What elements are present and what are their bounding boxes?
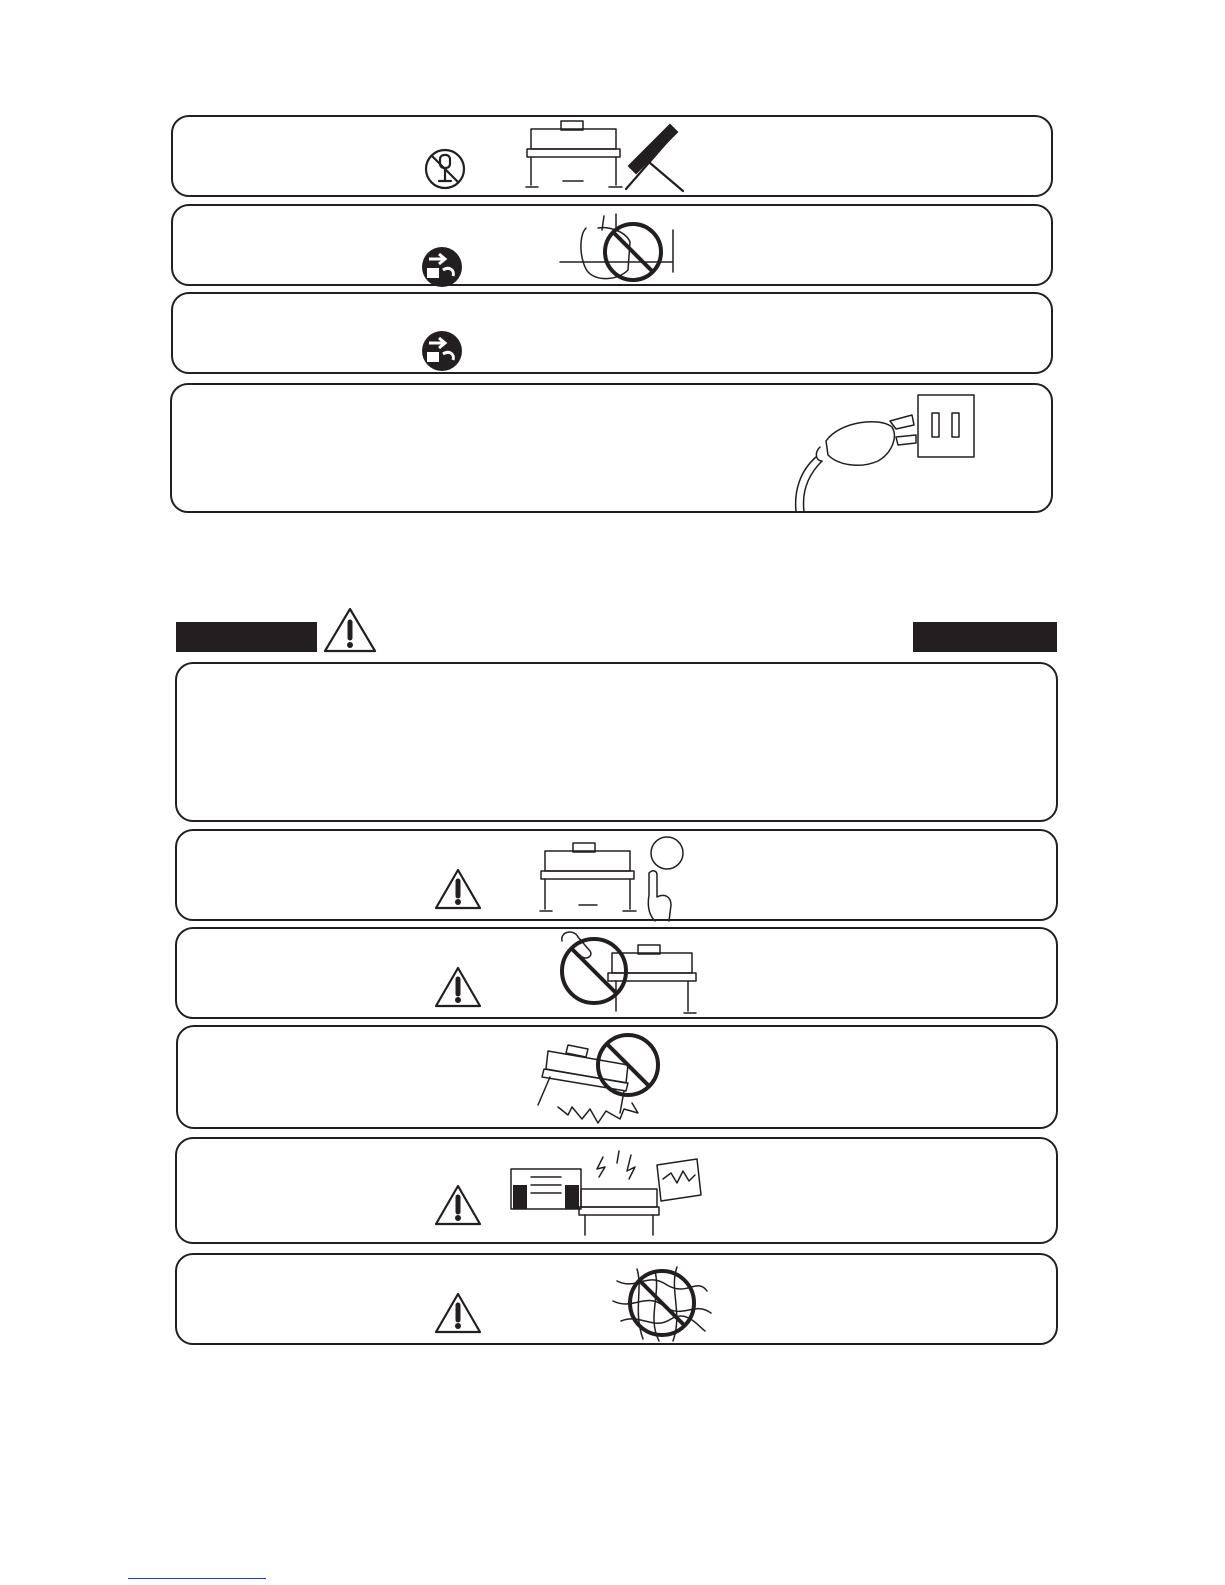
panel-no-tangled-cords	[175, 1253, 1058, 1345]
power-plug-outlet-illustration	[780, 391, 980, 513]
panel-unplug-wet-hands	[171, 204, 1053, 286]
unplug-icon	[419, 246, 465, 288]
panel-no-tipping	[176, 1025, 1058, 1129]
footer-link-underline	[128, 1578, 266, 1579]
panel-unplug-when-unused	[171, 292, 1053, 374]
piano-finger-press-illustration	[537, 835, 697, 921]
no-water-spill-illustration	[550, 927, 700, 1019]
no-disassembly-icon	[423, 147, 467, 191]
panel-radio-tv-interference	[175, 1137, 1058, 1244]
panel-power-on-check	[175, 829, 1058, 921]
panel-no-disassemble	[171, 115, 1053, 197]
panel-no-liquids	[175, 927, 1058, 1019]
warning-triangle-icon	[433, 1183, 483, 1227]
no-tangled-cords-illustration	[607, 1261, 717, 1345]
warning-triangle-icon	[433, 867, 483, 911]
warning-triangle-icon	[322, 606, 378, 654]
unplug-icon	[419, 330, 465, 372]
no-wet-hands-plug-illustration	[558, 212, 678, 286]
no-tipping-piano-illustration	[528, 1031, 668, 1127]
warning-triangle-icon	[433, 1291, 483, 1335]
panel-caution-intro	[175, 662, 1058, 822]
caution-header-bar-left	[176, 622, 317, 652]
warning-triangle-icon	[433, 965, 483, 1009]
electronic-interference-illustration	[507, 1143, 707, 1239]
piano-with-tools-illustration	[523, 117, 703, 197]
caution-header-bar-right	[913, 622, 1057, 652]
panel-insert-plug-fully	[170, 383, 1053, 513]
